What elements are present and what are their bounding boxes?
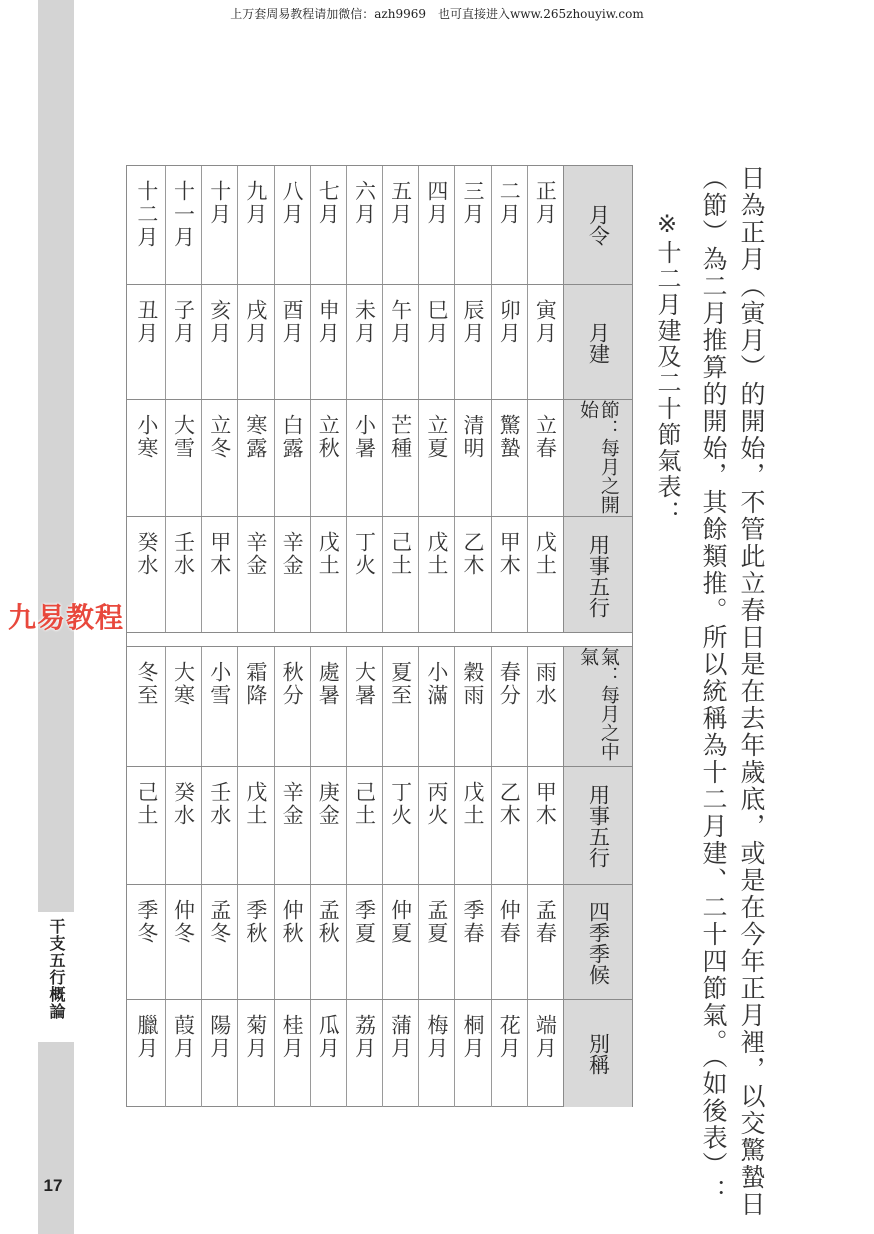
- table-cell: [418, 166, 454, 284]
- table-cell-text: 孟冬: [207, 899, 232, 945]
- table-cell-text: 辛金: [280, 531, 305, 577]
- table-cell-text: 辛金: [243, 531, 268, 577]
- table-cell: [237, 517, 273, 635]
- table-cell-text: 菊月: [243, 1014, 268, 1060]
- row-header: [563, 647, 632, 767]
- table-cell: [382, 400, 418, 517]
- table-cell-text: 仲秋: [280, 899, 305, 945]
- table-cell-text: 己土: [352, 781, 377, 827]
- table-cell: [165, 400, 201, 517]
- table-cell-text: 未月: [352, 299, 377, 345]
- row-header: [563, 517, 632, 635]
- paragraph-line-1: 日為正月（寅月）的開始，不管此立春日是在去年歲底，或是在今年正月裡，以交驚蟄日: [737, 165, 766, 1218]
- table-cell: [418, 400, 454, 517]
- table-cell-text: 大暑: [352, 661, 377, 707]
- paragraph-line-2: （節）為二月推算的開始，其餘類推。所以統稱為十二月建、二十四節氣。（如後表）：: [699, 165, 728, 1206]
- table-cell-text: 季春: [461, 899, 486, 945]
- table-cell-text: 丑月: [134, 299, 159, 345]
- table-cell: [454, 517, 490, 635]
- table-cell-text: 小滿: [424, 661, 449, 707]
- table-cell: [527, 285, 563, 400]
- table-cell: [418, 647, 454, 767]
- row-header: [563, 400, 632, 517]
- table-cell-text: 甲木: [497, 531, 522, 577]
- table-cell-text: 葭月: [171, 1014, 196, 1060]
- table-row: [127, 166, 632, 284]
- table-cell: [310, 285, 346, 400]
- table-cell: [527, 517, 563, 635]
- table-cell-text: 立夏: [424, 414, 449, 460]
- table-cell-text: 冬至: [134, 661, 159, 707]
- table-cell-text: 二月: [497, 180, 522, 226]
- table-cell-text: 戌月: [243, 299, 268, 345]
- table-cell-text: 大雪: [171, 414, 196, 460]
- table-cell: [382, 517, 418, 635]
- row-header: [563, 166, 632, 284]
- table-cell-text: 梅月: [424, 1014, 449, 1060]
- table-cell-text: 丙火: [424, 781, 449, 827]
- table-cell: [346, 166, 382, 284]
- table-cell: [310, 166, 346, 284]
- table-cell: [491, 166, 527, 284]
- table-cell: [491, 885, 527, 1000]
- page-number: 17: [43, 1176, 63, 1195]
- table-cell: [491, 647, 527, 767]
- table-cell: [454, 400, 490, 517]
- table-cell: [491, 400, 527, 517]
- table-cell-text: 丁火: [352, 531, 377, 577]
- table-cell: [274, 885, 310, 1000]
- table-cell-text: 乙木: [461, 531, 486, 577]
- table-cell: [201, 166, 237, 284]
- table-cell-text: 辛金: [280, 781, 305, 827]
- table-cell-text: 卯月: [497, 299, 522, 345]
- table-cell: [201, 647, 237, 767]
- row-header: [563, 1000, 632, 1107]
- table-cell-text: 甲木: [533, 781, 558, 827]
- row-header: [563, 285, 632, 400]
- table-row: [127, 999, 632, 1107]
- table-gap: [127, 632, 632, 645]
- table-cell-text: 孟秋: [316, 899, 341, 945]
- table-cell: [346, 885, 382, 1000]
- table-cell: [165, 767, 201, 885]
- chapter-label: 干支五行概論: [47, 918, 66, 1020]
- table-cell-text: 午月: [388, 299, 413, 345]
- brand-watermark: 九易教程: [8, 601, 125, 634]
- table-cell: [201, 400, 237, 517]
- table-cell: [382, 285, 418, 400]
- table-cell: [274, 1000, 310, 1107]
- table-cell: [382, 166, 418, 284]
- table-cell: [129, 517, 165, 635]
- table-cell-text: 辰月: [461, 299, 486, 345]
- table-cell-text: 申月: [316, 299, 341, 345]
- table-cell-text: 小寒: [134, 414, 159, 460]
- table-cell: [382, 1000, 418, 1107]
- top-watermark: 上万套周易教程请加微信：azh9969 也可直接进入www.265zhouyiw.com: [230, 7, 644, 21]
- table-cell-text: 季冬: [134, 899, 159, 945]
- table-cell-text: 處暑: [316, 661, 341, 707]
- table-cell: [129, 885, 165, 1000]
- table-cell: [418, 885, 454, 1000]
- table-cell-text: 寒露: [243, 414, 268, 460]
- table-cell-text: 己土: [388, 531, 413, 577]
- table-cell-text: 芒種: [388, 414, 413, 460]
- table-cell: [129, 400, 165, 517]
- table-cell: [346, 285, 382, 400]
- table-cell-text: 戊土: [461, 781, 486, 827]
- table-cell: [129, 285, 165, 400]
- table-cell: [346, 517, 382, 635]
- table-cell: [129, 166, 165, 284]
- table-cell: [310, 1000, 346, 1107]
- table-cell: [382, 767, 418, 885]
- table-cell: [165, 885, 201, 1000]
- table-cell-text: 夏至: [388, 661, 413, 707]
- table-cell: [201, 517, 237, 635]
- table-cell: [454, 166, 490, 284]
- table-cell: [274, 647, 310, 767]
- table-cell: [165, 647, 201, 767]
- row-header-label: 用事五行: [586, 534, 611, 618]
- table-cell-text: 戊土: [533, 531, 558, 577]
- row-header-label: 月建: [586, 321, 611, 364]
- solar-terms-table: [126, 165, 633, 1107]
- row-header-label: 四季季候: [586, 900, 611, 985]
- row-header: [563, 767, 632, 885]
- table-cell: [310, 767, 346, 885]
- table-cell-text: 壬水: [207, 781, 232, 827]
- table-cell-text: 小暑: [352, 414, 377, 460]
- table-cell: [418, 517, 454, 635]
- table-cell-text: 瓜月: [316, 1014, 341, 1060]
- table-cell-text: 穀雨: [461, 661, 486, 707]
- table-cell-text: 清明: [461, 414, 486, 460]
- table-cell-text: 壬水: [171, 531, 196, 577]
- table-cell-text: 季夏: [352, 899, 377, 945]
- table-row: [127, 646, 632, 767]
- table-cell-text: 十一月: [171, 180, 196, 249]
- table-cell-text: 戊土: [243, 781, 268, 827]
- table-cell-text: 正月: [533, 180, 558, 226]
- table-cell: [491, 767, 527, 885]
- table-cell: [382, 885, 418, 1000]
- table-cell: [274, 166, 310, 284]
- row-header-label: 月令: [586, 204, 611, 246]
- table-cell-text: 寅月: [533, 299, 558, 345]
- table-cell: [346, 400, 382, 517]
- table-cell-text: 霜降: [243, 661, 268, 707]
- table-cell: [527, 166, 563, 284]
- table-cell-text: 九月: [243, 180, 268, 226]
- row-header: [563, 885, 632, 1000]
- table-cell: [165, 166, 201, 284]
- table-cell-text: 庚金: [316, 781, 341, 827]
- table-cell: [129, 647, 165, 767]
- table-cell-text: 孟夏: [424, 899, 449, 945]
- table-cell: [201, 767, 237, 885]
- table-cell-text: 蒲月: [388, 1014, 413, 1060]
- table-cell-text: 五月: [388, 180, 413, 226]
- table-cell: [346, 647, 382, 767]
- table-cell-text: 仲夏: [388, 899, 413, 945]
- table-cell: [454, 1000, 490, 1107]
- table-caption: ※十二月建及二十節氣表：: [653, 210, 681, 526]
- table-cell: [274, 767, 310, 885]
- table-cell: [454, 885, 490, 1000]
- table-cell-text: 立秋: [316, 414, 341, 460]
- table-cell: [454, 285, 490, 400]
- table-cell: [382, 647, 418, 767]
- table-cell-text: 十月: [207, 180, 232, 226]
- table-cell: [165, 1000, 201, 1107]
- table-cell-text: 秋分: [280, 661, 305, 707]
- table-cell: [129, 1000, 165, 1107]
- table-cell-text: 驚蟄: [497, 414, 522, 460]
- table-cell: [165, 517, 201, 635]
- row-header-label: 氣：每月之中氣: [577, 647, 620, 761]
- table-row: [127, 284, 632, 400]
- table-cell: [527, 767, 563, 885]
- table-cell-text: 三月: [461, 180, 486, 226]
- table-cell-text: 戊土: [424, 531, 449, 577]
- table-cell-text: 四月: [424, 180, 449, 226]
- table-cell: [310, 647, 346, 767]
- table-cell-text: 戊土: [316, 531, 341, 577]
- table-cell-text: 立冬: [207, 414, 232, 460]
- table-cell-text: 大寒: [171, 661, 196, 707]
- side-notch: [38, 840, 74, 870]
- table-row: [127, 516, 632, 635]
- table-cell: [129, 767, 165, 885]
- table-cell-text: 十二月: [134, 180, 159, 249]
- table-row: [127, 884, 632, 1000]
- table-cell-text: 桐月: [461, 1014, 486, 1060]
- table-cell: [527, 647, 563, 767]
- table-cell: [491, 1000, 527, 1107]
- table-cell-text: 桂月: [280, 1014, 305, 1060]
- table-cell: [237, 647, 273, 767]
- table-cell: [237, 400, 273, 517]
- table-cell-text: 陽月: [207, 1014, 232, 1060]
- table-cell-text: 六月: [352, 180, 377, 226]
- table-cell: [201, 285, 237, 400]
- table-cell: [237, 1000, 273, 1107]
- row-header-label: 用事五行: [586, 784, 611, 868]
- row-header-label: 別稱: [586, 1032, 611, 1075]
- table-cell: [346, 1000, 382, 1107]
- row-header-label: 節：每月之開始: [577, 400, 620, 514]
- table-cell-text: 仲冬: [171, 899, 196, 945]
- table-cell: [274, 400, 310, 517]
- table-cell-text: 小雪: [207, 661, 232, 707]
- table-cell-text: 季秋: [243, 899, 268, 945]
- table-cell-text: 酉月: [280, 299, 305, 345]
- table-cell-text: 癸水: [171, 781, 196, 827]
- table-cell-text: 臘月: [134, 1014, 159, 1060]
- table-cell-text: 八月: [280, 180, 305, 226]
- table-cell: [527, 400, 563, 517]
- table-cell: [274, 517, 310, 635]
- table-cell-text: 丁火: [388, 781, 413, 827]
- table-cell-text: 亥月: [207, 299, 232, 345]
- table-cell: [454, 647, 490, 767]
- table-cell: [165, 285, 201, 400]
- table-cell: [237, 767, 273, 885]
- table-cell: [237, 885, 273, 1000]
- table-cell-text: 仲春: [497, 899, 522, 945]
- table-cell: [491, 517, 527, 635]
- table-cell: [201, 885, 237, 1000]
- table-cell-text: 癸水: [134, 531, 159, 577]
- table-cell: [418, 767, 454, 885]
- table-cell: [274, 285, 310, 400]
- table-cell-text: 乙木: [497, 781, 522, 827]
- table-cell-text: 甲木: [207, 531, 232, 577]
- table-cell: [310, 517, 346, 635]
- table-cell: [237, 166, 273, 284]
- table-cell: [418, 1000, 454, 1107]
- table-cell: [310, 400, 346, 517]
- table-cell-text: 荔月: [352, 1014, 377, 1060]
- table-cell: [346, 767, 382, 885]
- table-cell-text: 己土: [134, 781, 159, 827]
- table-cell-text: 孟春: [533, 899, 558, 945]
- table-cell: [527, 885, 563, 1000]
- table-cell-text: 端月: [533, 1014, 558, 1060]
- table-cell: [454, 767, 490, 885]
- table-cell-text: 巳月: [424, 299, 449, 345]
- table-cell-text: 白露: [280, 414, 305, 460]
- table-cell-text: 春分: [497, 661, 522, 707]
- table-cell-text: 子月: [171, 299, 196, 345]
- table-cell-text: 七月: [316, 180, 341, 226]
- table-cell: [491, 285, 527, 400]
- table-cell: [201, 1000, 237, 1107]
- table-cell: [310, 885, 346, 1000]
- table-cell: [237, 285, 273, 400]
- table-cell: [527, 1000, 563, 1107]
- table-cell-text: 花月: [497, 1014, 522, 1060]
- table-row: [127, 399, 632, 517]
- table-row: [127, 766, 632, 885]
- table-cell: [418, 285, 454, 400]
- table-cell-text: 雨水: [533, 661, 558, 707]
- table-cell-text: 立春: [533, 414, 558, 460]
